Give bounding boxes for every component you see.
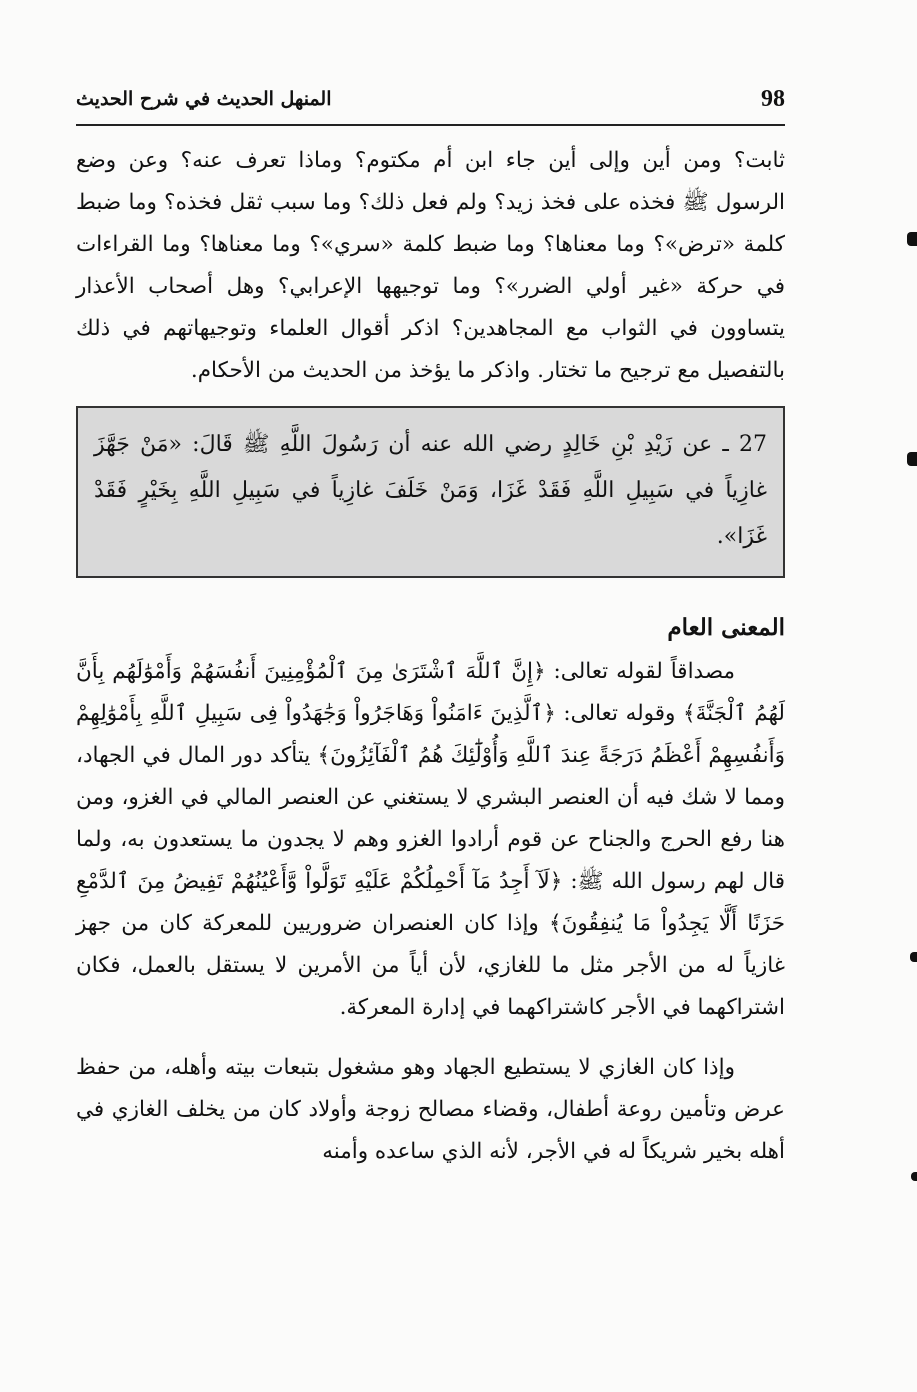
margin-mark — [907, 232, 917, 246]
hadith-text: 27 ـ عن زَيْدِ بْنِ خَالِدٍ رضي الله عنه أن رَسُولَ اللَّهِ ﷺ قَالَ: «مَنْ جَهَّزَ غازِياً في سَبِيلِ اللَّهِ فَقَدْ غَزَا، وَمَنْ خَلَفَ غازِياً في سَبِيلِ اللَّهِ بِخَيْرٍ فَقَدْ غَزَا». — [94, 432, 767, 549]
margin-mark — [911, 1172, 917, 1181]
book-page — [76, 80, 785, 1173]
general-meaning-paragraph-1: مصداقاً لقوله تعالى: ﴿إِنَّ ٱللَّهَ ٱشْتَرَىٰ مِنَ ٱلْمُؤْمِنِينَ أَنفُسَهُمْ وَأَمْوَٰلَهُم بِأَنَّ لَهُمُ ٱلْجَنَّةَ﴾ وقوله تعالى: ﴿ٱلَّذِينَ ءَامَنُواْ وَهَاجَرُواْ وَجَٰهَدُواْ فِى سَبِيلِ ٱللَّهِ بِأَمْوَٰلِهِمْ وَأَنفُسِهِمْ أَعْظَمُ دَرَجَةً عِندَ ٱللَّهِ وَأُوْلَٰٓئِكَ هُمُ ٱلْفَآئِزُونَ﴾ يتأكد دور المال في الجهاد، ومما لا شك فيه أن العنصر البشري لا يستغني عن العنصر المالي في الغزو، ومن هنا رفع الحرج والجناح عن قوم أرادوا الغزو وهم لا يجدون ما يستعدون به، ولما قال لهم رسول الله ﷺ: ﴿لَآ أَجِدُ مَآ أَحْمِلُكُمْ عَلَيْهِ تَوَلَّواْ وَّأَعْيُنُهُمْ تَفِيضُ مِنَ ٱلدَّمْعِ حَزَنًا أَلَّا يَجِدُواْ مَا يُنفِقُونَ﴾ وإذا كان العنصران ضروريين للمعركة كان من جهز غازياً له من الأجر مثل ما للغازي، لأن أياً من الأمرين لا يستقل بالعمل، فكان اشتراكهما في الأجر كاشتراكهما في إدارة المعركة. — [76, 659, 785, 1020]
margin-mark — [910, 952, 917, 962]
margin-mark — [907, 452, 917, 466]
hadith-box — [76, 406, 785, 578]
page-header — [76, 80, 785, 126]
intro-paragraph: ثابت؟ ومن أين وإلى أين جاء ابن أم مكتوم؟ وماذا تعرف عنه؟ وعن وضع الرسول ﷺ فخذه على فخذ زيد؟ ولم فعل ذلك؟ وما سبب ثقل فخذه؟ وما ضبط كلمة «ترض»؟ وما معناها؟ وما ضبط كلمة «سري»؟ وما معناها؟ وما القراءات في حركة «غير أولي الضرر»؟ وما توجيهها الإعرابي؟ وهل أصحاب الأعذار يتساوون في الثواب مع المجاهدين؟ اذكر أقوال العلماء وتوجيهاتهم في ذلك بالتفصيل مع ترجيح ما تختار. واذكر ما يؤخذ من الحديث من الأحكام. — [76, 148, 785, 383]
general-meaning-paragraph-2: وإذا كان الغازي لا يستطيع الجهاد وهو مشغول بتبعات بيته وأهله، من حفظ عرض وتأمين روعة أطفال، وقضاء مصالح زوجة وأولاد كان من يخلف الغازي في أهله بخير شريكاً له في الأجر، لأنه الذي ساعده وأمنه — [76, 1055, 785, 1164]
page-number: 98 — [761, 86, 785, 112]
section-heading: المعنى العام — [667, 614, 785, 641]
running-title: المنهل الحديث في شرح الحديث — [76, 88, 332, 110]
